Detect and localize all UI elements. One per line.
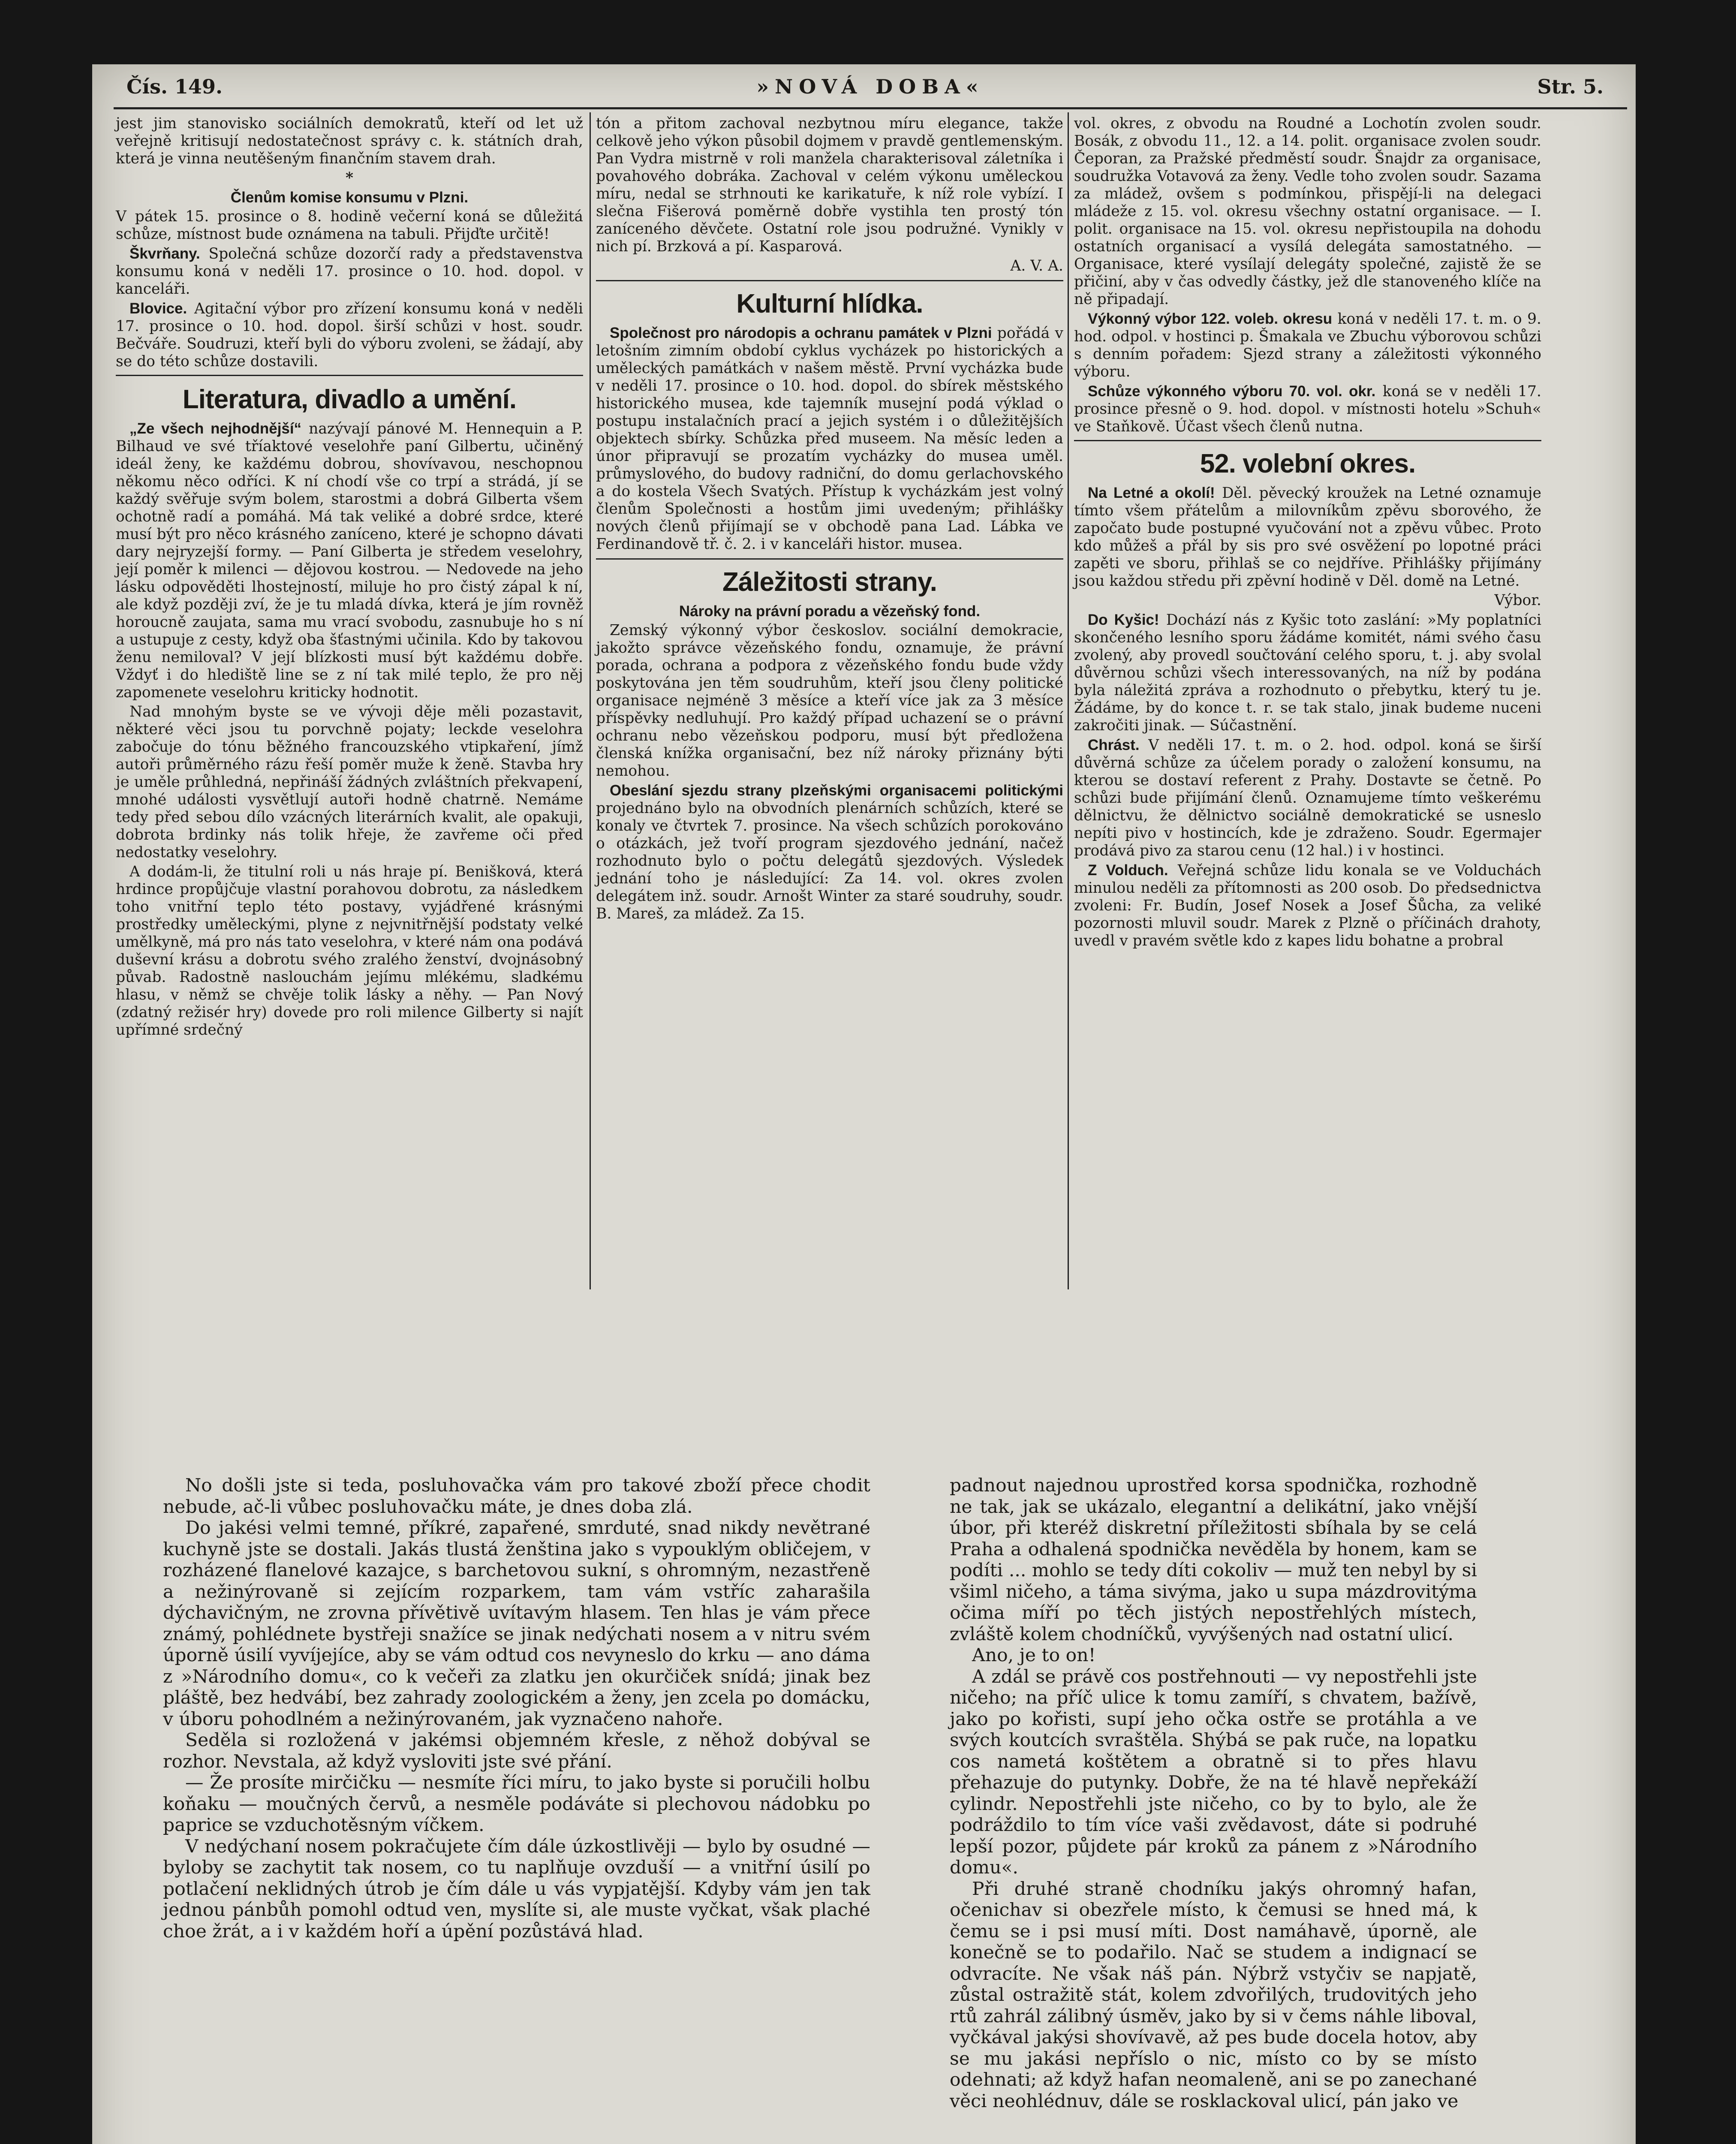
heading-naroky: Nároky na právní poradu a vězeňský fond. <box>679 603 981 620</box>
paragraph: A zdál se právě cos postřehnouti — vy nepostřehli jste ničeho; na příč ulice k tomu zamíří, s chvatem, bažívě, jako po kořisti, supí jeho očka ostře se protáhla a ve svých koutcích svraštěla. Shýbá se pak ruče, na lopatku cos nametá koštětem a obratně si to přes hlavu přehazuje do putynky. Dobře, že na té hlavě nepřekáží cylindr. Nepostřehli jste ničeho, co by to bylo, ale že podráždilo to tím více vaši zvědavost, dáte si podruhé lepší pozor, půjdete pár kroků za pánem z »Národního domu«. <box>950 1666 1477 1878</box>
feuilleton-right-column <box>950 1475 1477 2112</box>
paragraph: No došli jste si teda, posluhovačka vám pro takové zboží přece chodit nebude, ač-li vůbec posluhovačku máte, je dnes doba zlá. <box>163 1475 870 1518</box>
section-heading-zalezitosti: Záležitosti strany. <box>722 567 937 597</box>
paragraph: nazývají pánové M. Hennequin a P. Bilhaud ve své tříaktové veselohře paní Gilbertu, učiněný ideál ženy, ke každému dobrou, shovívavou, neschopnou někomu něco odříci. K ní chodí vše co trpí a strádá, jí se každý svěřuje svým bolem, starostmi a dobrá Gilberta všem ochotně radí a pomáhá. Má tak veliké a dobré srdce, které musí být pro něco krásného zaníceno, které je schopno dávati dary nejryzejší formy. — Paní Gilberta je středem veselohry, její poměr k milenci — dějovou kostrou. — Nedovede na jeho lásku odpověděti lhostejností, miluje ho pro čistý zápal k ní, ale když později zví, že je tu mladá dívka, která je jím rovněž horoucně zaujata, sama mu vrací svobodu, zasnubuje ho s ní a ustupuje z cesty, když oba šťastnými učinila. Kdo by takovou ženu nemiloval? V její blízkosti musí být každému dobře. Vždyť i do hlediště line se z ní tak milé teplo, že pro něj zapomenete veselohru kriticky hodnotit. <box>116 420 583 701</box>
column-divider-2 <box>1068 112 1069 1289</box>
paragraph: Veřejná schůze lidu konala se ve Volduchách minulou neděli za přítomnosti as 200 osob. Do předsednictva zvoleni: Fr. Budín, Josef Nosek a Josef Šůcha, za veliké pozornosti mluvil soudr. Marek z Plzně o příčinách drahoty, uvedl v pravém světle kdo z kapes lidu bohatne a probral <box>1074 862 1541 949</box>
section-heading-52-okres: 52. volební okres. <box>1200 449 1416 479</box>
section-rule <box>596 280 1063 283</box>
heading-kysice: Do Kyšic! <box>1088 611 1159 628</box>
paragraph: Ano, je to on! <box>972 1645 1096 1666</box>
play-title: „Ze všech nejhodnější“ <box>129 420 302 437</box>
newspaper-title: »NOVÁ DOBA« <box>756 75 984 98</box>
separator-star: * <box>345 169 354 187</box>
header-rule <box>114 107 1627 109</box>
paragraph: Seděla si rozložená v jakémsi objemném křesle, z něhož dobýval se rozhor. Nevstala, až když vysloviti jste své přání. <box>163 1730 870 1772</box>
paragraph: projednáno bylo na obvodních plenárních schůzích, které se konaly ve čtvrtek 7. prosince. Na všech schůzích porokováno o otázkách, jež tvoří program sjezdového jednání, načež rozhodnuto bylo o počtu delegátů sjezdových. Výsledek jednání toho je následující: Za 14. vol. okres zvolen delegátem inž. soudr. Arnošt Winter za staré soudruhy, soudr. B. Mareš, za mládež. Za 15. <box>596 800 1063 922</box>
paragraph: Zemský výkonný výbor českoslov. sociální demokracie, jakožto správce vězeňského fondu, oznamuje, že právní porada, ochrana a podpora z vězeňského fondu bude vždy poskytována jen těm soudruhům, kteří jsou členy politické organisace nejméně 3 měsíce a kteří více jak za 3 měsíce příspěvky nedluhují. Pro každý případ uchazení se o právní ochranu nebo vězeňskou podporu, musí být předložena členská knížka organisační, bez níž nároky přiznány býti nemohou. <box>596 622 1063 780</box>
column-3 <box>1074 115 1541 952</box>
section-heading-kulturni: Kulturní hlídka. <box>736 289 923 319</box>
heading-vykonny-vybor: Výkonný výbor 122. voleb. okresu <box>1088 310 1333 327</box>
paragraph: vol. okres, z obvodu na Roudné a Lochotín zvolen soudr. Bosák, z obvodu 11., 12. a 14. polit. organisace zvolen soudr. Čeporan, za Pražské předměstí soudr. Šnajdr za organisace, soudružka Votavová za ženy. Vedle toho zvolen soudr. Sazama za mládež, ovšem s podmínkou, přispějí-li na delegaci mládeže z 15. vol. okresu všechny ostatní organisace. — I. polit. organisace na 15. vol. okresu nepřistoupila na dohodu ostatních organisací a vysílá delegáta samostatného. — Organisace, které vysílají delegáty společné, zajistě že se přičiní, aby v čas odvedly částky, jež dle stanoveného klíče na ně připadají. <box>1074 115 1541 308</box>
feuilleton-left-column <box>163 1475 870 1942</box>
signature: Výbor. <box>1494 592 1541 609</box>
paragraph: A dodám-li, že titulní roli u nás hraje pí. Benišková, která hrdince propůjčuje vlastní porahovou dobrotu, za následkem toho vnitřní teplo této postavy, vyjádřené krásnými prostředky uměleckými, plyne z nejvnitřnější podstaty velké umělkyně, má pro nás tato veselohra, v které nám ona podává duševní krásu a dobrotu svého zralého ženství, dvojnásobný půvab. Radostně naslouchám jejímu mlékému, sladkému hlasu, v němž se chvěje tolik lásky a něhy. — Pan Nový (zdatný režisér hry) dovede pro roli milence Gilberty si najít upřímné srdečný <box>116 863 583 1039</box>
paragraph: Do jakési velmi temné, příkré, zapařené, smrduté, snad nikdy nevětrané kuchyně jste se dostali. Jakás tlustá ženština jako s vypouklým obličejem, v rozházené flanelové kazajce, s barchetovou sukní, s ohromným, nezastřeně a nežinýrovaně si zejícím rozparkem, tam vám vstříc zaharašila dýchavičným, ne zrovna přívětivě uvítavým hlasem. Ten hlas je vám přece známý, pohlédnete bystřeji snažíce se jinak nedýchati nosem a v nitru svém úporně úsilí vyvíjejíce, aby se vám odtud cos nevyneslo do krku — ano dáma z »Národního domu«, co k večeři za zlatku jen okurčiček snídá; jinak bez pláště, bez hedvábí, bez zahrady zoologickém a ženy, jen zcela po domácku, v úboru pohodlném a nežinýrovaném, jak vyznačeno nahoře. <box>163 1518 870 1730</box>
paragraph: tón a přitom zachoval nezbytnou míru elegance, takže celkově jeho výkon působil dojmem v pravdě gentlemenským. Pan Vydra mistrně v roli manžela charakterisoval záletníka i povahového dobráka. Zachoval v celém výkonu uměleckou míru, nedal se strhnouti ke karikatuře, k níž role vybízí. I slečna Fišerová poměrně dobře vystihla ten prostý tón zaníceného děvčete. Ostatní role jsou podružné. Vynikly v nich pí. Brzková a pí. Kasparová. <box>596 115 1063 255</box>
page-header <box>107 75 1634 105</box>
paragraph: koná v neděli 17. t. m. o 9. hod. odpol. v hostinci p. Šmakala ve Zbuchu výborovou schůzi s denním pořadem: Sjezd strany a záležitosti výkonného výboru. <box>1074 310 1541 380</box>
section-heading-literatura: Literatura, divadlo a umění. <box>182 385 517 414</box>
column-divider-1 <box>590 112 591 1289</box>
heading-skvrnany: Škvrňany. <box>129 245 200 262</box>
heading-spolecnost: Společnost pro národopis a ochranu památek v Plzni <box>610 325 992 341</box>
heading-volduch: Z Volduch. <box>1088 862 1168 879</box>
paragraph: jest jim stanovisko sociálních demokratů, kteří od let už veřejně kritisují nedostatečnost správy c. k. státních drah, která je vinna neutěšeným finančním stavem drah. <box>116 115 583 167</box>
heading-plzen: Členům komise konsumu v Plzni. <box>230 189 469 206</box>
page-number: Str. 5. <box>1537 75 1604 98</box>
issue-number: Čís. 149. <box>126 75 223 98</box>
column-2 <box>596 115 1063 924</box>
heading-chrast: Chrást. <box>1088 737 1140 753</box>
paragraph: padnout najednou uprostřed korsa spodnička, rozhodně ne tak, jak se ukázalo, elegantní a delikátní, jako vnější úbor, při kteréž diskretní příležitosti sbíhala by se celá Praha a odhalená spodnička nevěděla by honem, kam se podíti ... mohlo se tedy díti cokoliv — muž ten nebyl by si všiml ničeho, a táma sivýma, jako u supa mázdrovitýma očima míří po těch jistých nepostřehlých místech, zvláště kolem chodníčků, vyvýšených nad ostatní ulicí. <box>950 1475 1477 1645</box>
author-signature: A. V. A. <box>1010 257 1063 274</box>
heading-letna: Na Letné a okolí! <box>1088 485 1215 501</box>
paragraph: Dochází nás z Kyšic toto zaslání: »My poplatníci skončeného lesního sporu žádáme komitét, námi svého času zvolený, aby provedl součtování celého sporu, t. j. aby svolal důvěrnou schůzi všech interessovaných, na níž by podána byla náležitá zpráva a rozhodnuto o přebytku, který tu je. Žádáme, by do konce t. r. se tak stalo, jinak budeme nuceni zakročiti jinak. — Súčastnění. <box>1074 611 1541 734</box>
paragraph: V pátek 15. prosince o 8. hodině večerní koná se důležitá schůze, místnost bude oznámena na tabuli. Přijďte určitě! <box>116 208 583 243</box>
paragraph: V neděli 17. t. m. o 2. hod. odpol. koná se širší důvěrná schůze za účelem porady o založení konsumu, na kterou se dostaví referent z Prahy. Dostavte se četně. Po schůzi bude přijímání členů. Oznamujeme tímto veškerému dělnictvu, že dělnictvo sociálně demokratické se usneslo nepíti pivo v hostincích, kde je zdraženo. Soudr. Egermajer prodává pivo za starou cenu (12 hal.) i v hostinci. <box>1074 737 1541 859</box>
paragraph: koná se v neděli 17. prosince přesně o 9. hod. dopol. v místnosti hotelu »Schuh« ve Staňkově. Účast všech členů nutna. <box>1074 383 1542 435</box>
section-rule <box>596 558 1063 561</box>
paragraph: Společná schůze dozorčí rady a představenstva konsumu koná v neděli 17. prosince o 10. hod. dopol. v kanceláři. <box>116 245 583 298</box>
heading-obeslani: Obeslání sjezdu strany plzeňskými organisacemi politickými <box>610 782 1063 799</box>
heading-blovice: Blovice. <box>129 300 187 317</box>
section-rule <box>1074 440 1541 443</box>
heading-schuze: Schůze výkonného výboru 70. vol. okr. <box>1088 383 1376 400</box>
column-1 <box>116 115 583 1041</box>
paragraph: Agitační výbor pro zřízení konsumu koná v neděli 17. prosince o 10. hod. dopol. širší schůzi v host. soudr. Bečváře. Soudruzi, kteří byli do výboru zvoleni, se žádají, aby se do této schůze dostavili. <box>116 300 583 370</box>
paragraph: Děl. pěvecký kroužek na Letné oznamuje tímto všem přátelům a milovníkům zpěvu sborového, že započato bude postupné vyučování not a zpěvu vůbec. Proto kdo můžeš a přál by sis pro své osvěžení po lopotné práci zapěti ve sboru, přihlaš se co nejdříve. Přihlášky přijímány jsou každou středu při zpěvní hodině v Děl. domě na Letné. <box>1074 485 1541 590</box>
paragraph: pořádá v letošním zimním období cyklus vycházek po historických a uměleckých památkách v našem městě. První vycházka bude v neděli 17. prosince o 10. hod. dopol. do sbírek městského historického musea, kde tajemník musejní podá výklad o postupu instalačních prací a jejich systém i o důležitějších objektech sbírky. Schůzka před museem. Na měsíc leden a únor připravují se prozatím vycházky do musea uměl. průmyslového, do budovy radniční, do domu gerlachovského a do kostela Všech Svatých. Přístup k vycházkám jest volný členům Společnosti a hostům jimi uvedeným; přihlášky nových členů přijímají se v obchodě pana Lad. Lábka ve Ferdinandově tř. č. 2. i v kanceláři histor. musea. <box>596 325 1064 553</box>
section-rule <box>116 375 583 379</box>
paragraph: V nedýchaní nosem pokračujete čím dále úzkostlivěji — bylo by osudné — byloby se zachytit tak nosem, co tu naplňuje ovzduší — a vnitřní úsilí po potlačení neklidných útrob je čím dále u vás vypjatější. Kdyby vám jen tak jednou pánbůh pomohl odtud ven, myslíte si, ale muste vyčkat, však plaché choe žrát, a i v každém hoří a úpění pozůstává hlad. <box>163 1836 870 1942</box>
paragraph: — Že prosíte mirčičku — nesmíte říci míru, to jako byste si poručili holbu koňaku — moučných červů, a nesměle podáváte si plechovou nádobku po paprice se vzduchotěsným víčkem. <box>163 1772 870 1836</box>
paragraph: Nad mnohým byste se ve vývoji děje měli pozastavit, některé věci jsou tu porvchně pojaty; leckde veselohra zabočuje do tónu běžného francouzského vtipkaření, jímž autoři průměrného rázu řeší poměr muže k ženě. Stavba hry je uměle průhledná, nepřináší žádných zvláštních překvapení, mnohé události vysvětlují autoři hodně chatrně. Nemáme tedy před sebou dílo vzácných literárních kvalit, ale opakuji, dobrota brdinky nás tolik hřeje, že zavřeme oči před nedostatky veselohry. <box>116 703 583 861</box>
paragraph: Při druhé straně chodníku jakýs ohromný hafan, očenichav si obezřele místo, k čemusi se hned má, k čemu se i psi musí míti. Dost namáhavě, úporně, ale konečně se to podařilo. Nač se studem a indignací se odvracíte. Ne však náš pán. Nýbrž vstyčiv se napjatě, zůstal ostražitě stát, kolem zdvořilých, trudovitých jeho rtů zahrál zálibný úsměv, jako by si v čems náhle liboval, vyčkával jakýsi shovívavě, až pes bude docela hotov, aby se mu jakási nepříslo o nic, místo co by se místo odehnati; až když hafan neomaleně, ani se po zanechané věci neohlédnuv, dále se rosklackoval ulicí, pán jako ve <box>950 1878 1477 2112</box>
